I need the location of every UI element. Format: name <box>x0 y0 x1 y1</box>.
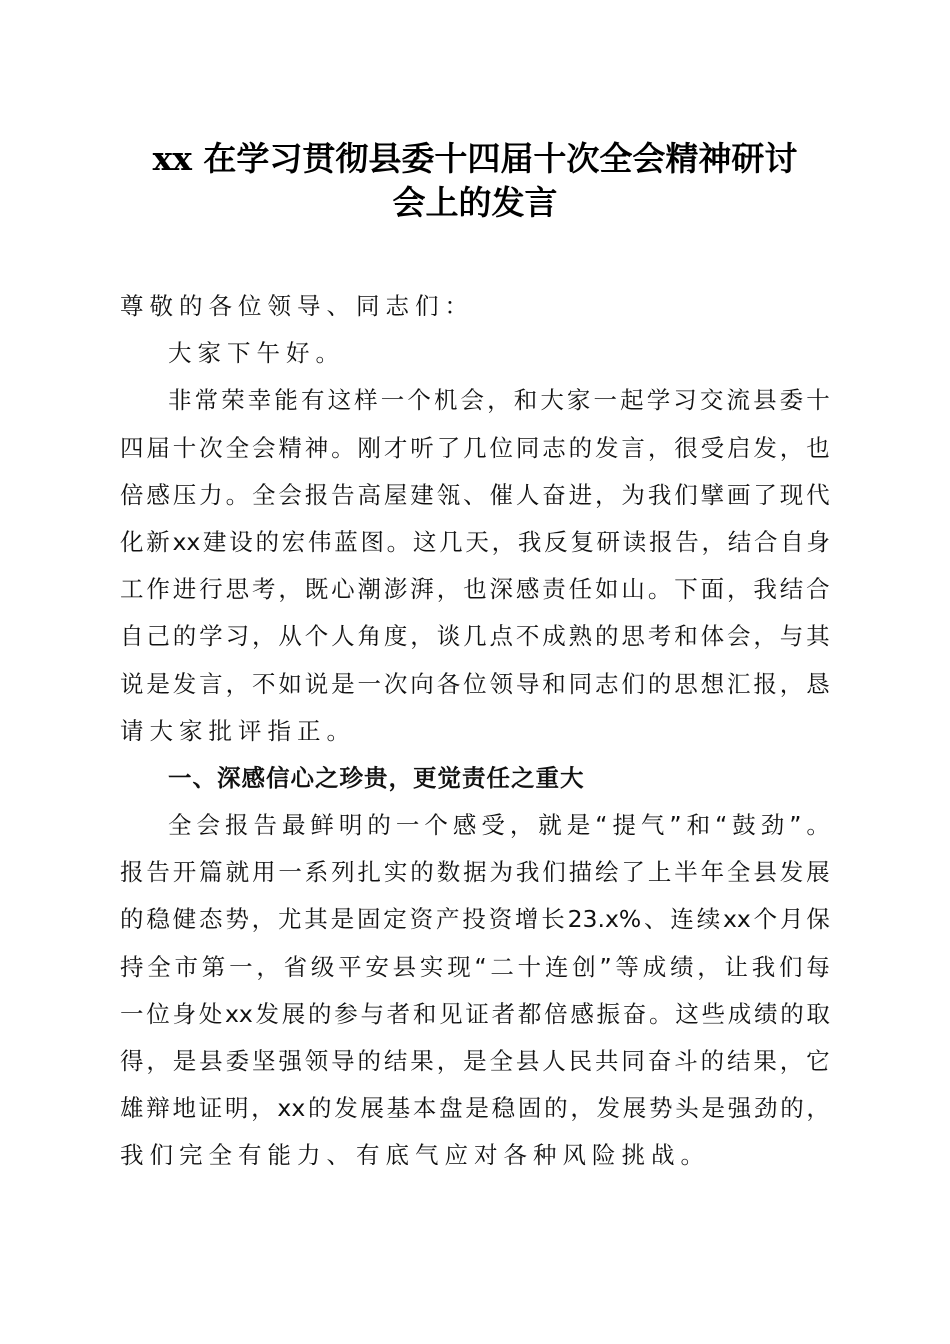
paragraph-line: 自 己 的 学 习 ， 从 个 人 角 度 ， 谈 几 点 不 成 熟 的 思 考 和 体 会 ， 与 其 <box>120 622 830 651</box>
paragraph-2 <box>120 802 830 1180</box>
paragraph-line: 报 告 开 篇 就 用 一 系 列 扎 实 的 数 据 为 我 们 描 绘 了 上 半 年 全 县 发 展 <box>120 858 830 887</box>
paragraph-line: 雄 辩 地 证 明 ， xx 的 发 展 基 本 盘 是 稳 固 的 ， 发 展 势 头 是 强 劲 的 ， <box>120 1094 830 1123</box>
paragraph-line: 持 全 市 第 一 ， 省 级 平 安 县 实 现 “ 二 十 连 创 ” 等 成 绩 ， 让 我 们 每 <box>120 952 830 981</box>
paragraph-line: 工 作 进 行 思 考 ， 既 心 潮 澎 湃 ， 也 深 感 责 任 如 山 。 下 面 ， 我 结 合 <box>120 575 830 604</box>
paragraph-line: 倍 感 压 力 。 全 会 报 告 高 屋 建 瓴 、 催 人 奋 进 ， 为 我 们 擘 画 了 现 代 <box>120 480 830 509</box>
greeting: 大家下午好。 <box>168 339 345 368</box>
salutation: 尊敬的各位领导、同志们： <box>120 292 474 320</box>
paragraph-line: 全 会 报 告 最 鲜 明 的 一 个 感 受 ， 就 是 “ 提 气 ” 和 “ 鼓 劲 ” 。 <box>168 811 830 840</box>
paragraph-line: 得 ， 是 县 委 坚 强 领 导 的 结 果 ， 是 全 县 人 民 共 同 奋 斗 的 结 果 ， 它 <box>120 1047 830 1075</box>
paragraph-line: 化 新 xx 建 设 的 宏 伟 蓝 图 。 这 几 天 ， 我 反 复 研 读 报 告 ， 结 合 自 身 <box>120 527 830 556</box>
paragraph-1 <box>120 377 830 755</box>
document-title <box>110 137 840 225</box>
paragraph-line: 的 稳 健 态 势 ， 尤 其 是 固 定 资 产 投 资 增 长 23.x% 、 连 续 xx 个 月 保 <box>120 905 830 934</box>
document-body <box>120 283 830 1180</box>
title-line-2: 会上的发言 <box>392 183 558 222</box>
paragraph-line: 请大家批评指正。 <box>120 716 356 745</box>
paragraph-line: 四 届 十 次 全 会 精 神 。 刚 才 听 了 几 位 同 志 的 发 言 ， 很 受 启 发 ， 也 <box>120 433 830 462</box>
paragraph-line: 我们完全有能力、有底气应对各种风险挑战。 <box>120 1141 710 1170</box>
paragraph-line: 说 是 发 言 ， 不 如 说 是 一 次 向 各 位 领 导 和 同 志 们 的 思 想 汇 报 ， 恳 <box>120 669 830 698</box>
title-line-1: xx 在学习贯彻县委十四届十次全会精神研讨 <box>152 139 798 178</box>
paragraph-line: 一 位 身 处 xx 发 展 的 参 与 者 和 见 证 者 都 倍 感 振 奋 。 这 些 成 绩 的 取 <box>120 999 830 1028</box>
paragraph-line: 非 常 荣 幸 能 有 这 样 一 个 机 会 ， 和 大 家 一 起 学 习 交 流 县 委 十 <box>168 386 830 415</box>
section-heading: 一、深感信心之珍贵，更觉责任之重大 <box>168 763 585 792</box>
